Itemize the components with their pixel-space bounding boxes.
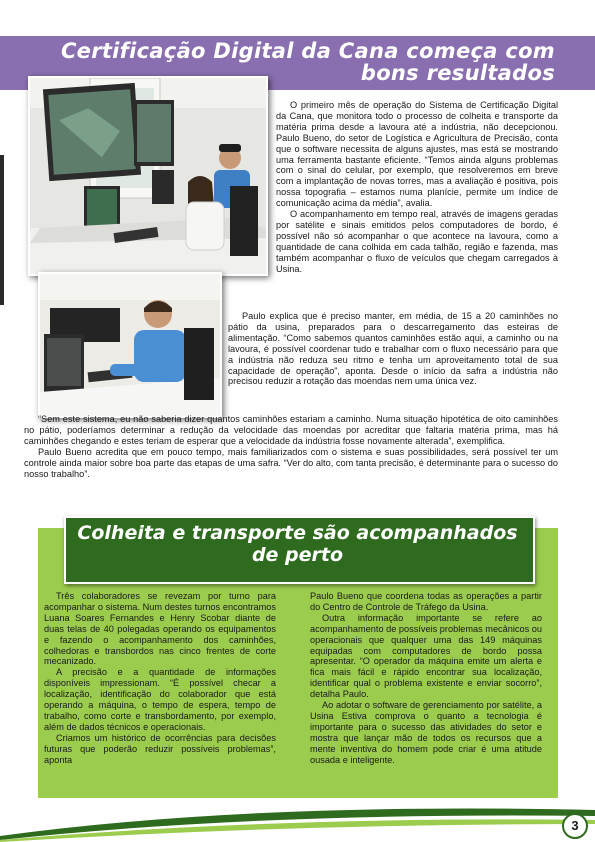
section-paragraph: Três colaboradores se revezam por turno para acompanhar o sistema. Num destes turnos encontramos Luana Soares Fernandes e Henry Scobar diante de duas telas de 40 polegadas operando os equipamentos e fazendo o acompanhamento dos caminhões, colhedoras e transbordos nas cinco frentes de corte mecanizado.: [44, 591, 276, 667]
page-number: 3: [562, 813, 588, 839]
left-accent-bar: [0, 155, 4, 305]
article-column-top: [276, 100, 558, 275]
article-column-full: [24, 414, 558, 479]
article-title: Certificação Digital da Cana começa com bons resultados: [60, 39, 555, 85]
control-room-photo: [28, 76, 268, 276]
section-paragraph: Criamos um histórico de ocorrências para decisões futuras que poderão reduzir possíveis problemas”, aponta: [44, 732, 276, 765]
article-paragraph: “Sem este sistema, eu não saberia dizer quantos caminhões estariam a caminho. Numa situação hipotética de oito caminhões no pátio, poderíamos determinar a redução da velocidade das moendas por acreditar que faltaria matéria prima, mas há caminhões chegando e estes teriam de esperar que a velocidade da indústria fosse novamente alterada”, exemplifica.: [24, 414, 558, 446]
operator-photo: [38, 272, 222, 418]
section-paragraph: Ao adotar o software de gerenciamento por satélite, a Usina Estiva comprova o quanto a tecnologia é importante para o sucesso das atividades do setor e mostra que lançar mão de todos os recursos que a mente inventiva do homem pode criar é uma atitude ousada e inteligente.: [310, 700, 542, 765]
section-two-title: Colheita e transporte são acompanhados de perto: [77, 522, 518, 566]
section-paragraph: Outra informação importante se refere ao acompanhamento de possíveis problemas mecânicos ou operacionais que qualquer uma das 149 máquinas equipadas com computadores de bordo possa apresentar. “O operador da máquina emite um alerta e fica mais fácil e rápido encontrar sua localização, identificar qual o problema existente e enviar socorro”, detalha Paulo.: [310, 612, 542, 700]
footer-swoosh: [0, 796, 595, 842]
article-column-middle: [228, 311, 558, 387]
section-paragraph: A precisão e a quantidade de informações disponíveis impressionam. “É possível checar a localização, identificação do colaborador que está operando a máquina, o tempo de espera, tempo de trabalho, como corte e transbordamento, por exemplo, além de dados técnicos e operacionais.: [44, 667, 276, 732]
article-paragraph: O primeiro mês de operação do Sistema de Certificação Digital da Cana, que monitora todo o processo de colheita e transporte da matéria prima desde a lavoura até a indústria, não decepcionou. Paulo Bueno, do setor de Logística e Agricultura de Precisão, conta que o software necessita de alguns ajustes, mas está se mostrando uma ferramenta bastante eficiente. “Temos ainda alguns problemas com o sinal do celular, por exemplo, que resolveremos em breve com a implantação de novas torres, mas a avaliação é positiva, pois nossa topografia – estamos numa planície, permite um índice de comunicação acima da média”, avalia.: [276, 100, 558, 209]
article-paragraph: Paulo Bueno acredita que em pouco tempo, mais familiarizados com o sistema e suas possibilidades, será possível ter um controle ainda maior sobre boa parte das etapas de uma safra. “Ver do alto, com tanta precisão, é determinante para o sucesso do nosso trabalho”.: [24, 446, 558, 479]
article-paragraph: O acompanhamento em tempo real, através de imagens geradas por satélite e sinais emitidos pelos computadores de bordo, é possível não só acompanhar o que acontece na lavoura, como a quantidade de cana colhida em cada talhão, região e fazenda, mas também acompanhar o fluxo de veículos que chegam carregados à Usina.: [276, 209, 558, 274]
section-paragraph: Paulo Bueno que coordena todas as operações a partir do Centro de Controle de Tráfego da Usina.: [310, 591, 542, 612]
section-two-right-column: [310, 591, 542, 766]
section-two-left-column: [44, 591, 276, 766]
article-paragraph: Paulo explica que é preciso manter, em média, de 15 a 20 caminhões no pátio da usina, preparados para o descarregamento das esteiras de alimentação. “Como sabemos quantos caminhões estão aqui, a caminho ou na lavoura, é possível coordenar tudo e trabalhar com o fluxo necessário para que a indústria não reduza seu ritmo e tenha um aproveitamento total de sua capacidade de operação”, aponta. Desde o início da safra a indústria não precisou reduzir a rotação das moendas nem uma única vez.: [228, 311, 558, 387]
